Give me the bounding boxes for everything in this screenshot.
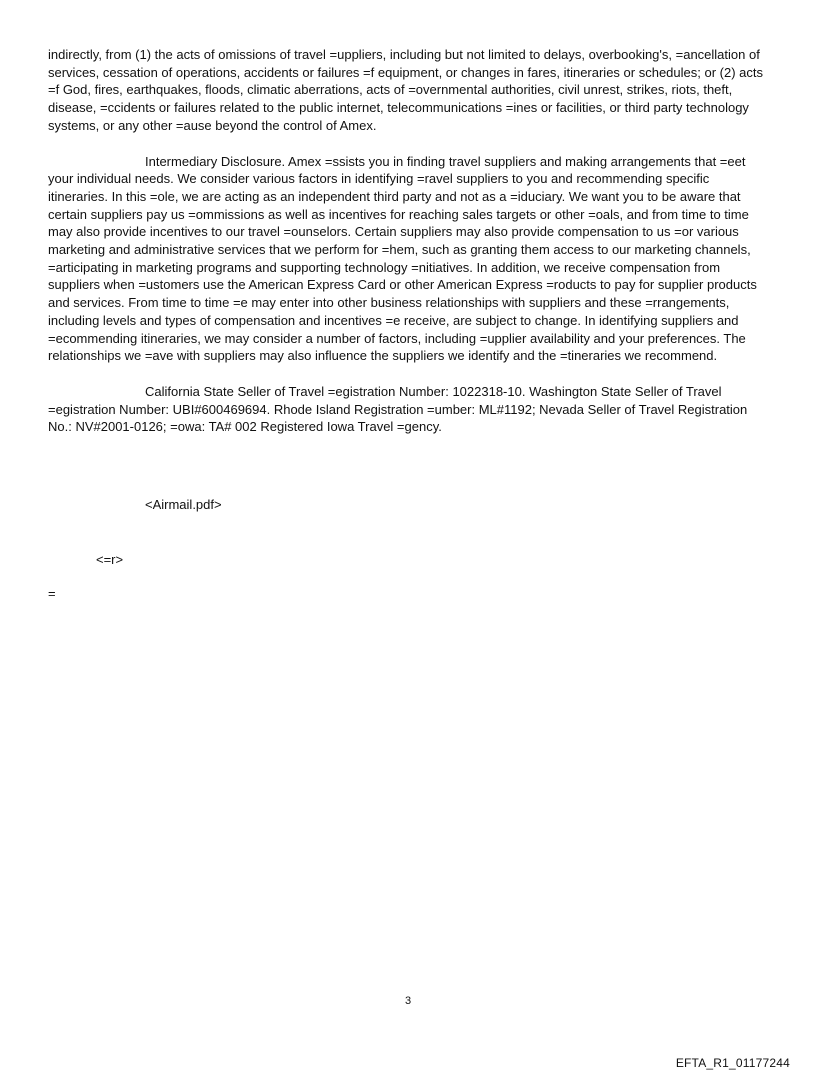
attachment-filename: <Airmail.pdf> (145, 497, 222, 512)
liability-paragraph: indirectly, from (1) the acts of omissions of travel =uppliers, including but not limited to delays, overbooking's, =ancellation of services, cessation of operations, accidents or failures =f equipment, or changes in fares, itineraries or schedules; or (2) acts =f God, fires, earthquakes, floods, climatic aberrations, acts of =overnmental authorities, civil unrest, strikes, riots, theft, disease, =ccidents or failures related to the public internet, telecommunications =ines or facilities, or third party technology systems, or any other =ause beyond the control of Amex. (48, 47, 763, 133)
page-number: 3 (404, 995, 412, 1007)
encoded-marker-r: <=r> (96, 552, 124, 567)
seller-of-travel-registration-paragraph: California State Seller of Travel =egistration Number: 1022318-10. Washington State Seller of Travel =egistration Number: UBI#600469694. Rhode Island Registration =umber: ML#1192; Nevada Seller of Travel Registration No.: NV#2001-0126; =owa: TA# 002 Registered Iowa Travel =gency. (48, 383, 748, 435)
document-body (48, 46, 770, 436)
intermediary-disclosure-paragraph: Intermediary Disclosure. Amex =ssists you in finding travel suppliers and making arrangements that =eet your individual needs. We consider various factors in identifying =ravel suppliers to you and recommending specific itineraries. In this =ole, we are acting as an independent third party and not as a =iduciary. We want you to be aware that certain suppliers pay us =ommissions as well as incentives for reaching sales targets or other =oals, and from time to time may also provide incentives to our travel =ounselors. Certain suppliers may also provide compensation to us =or various marketing and administrative services that we perform for =hem, such as granting them access to our marketing channels, =articipating in marketing programs and supporting technology =nitiatives. In addition, we receive compensation from suppliers when =ustomers use the American Express Card or other American Express =roducts to pay for supplier products and services. From time to time =e may enter into other business relationships with suppliers and these =rrangements, including levels and types of compensation and incentives =e receive, are subject to change. In identifying suppliers and =ecommending itineraries, we may consider a number of factors, including =upplier availability and your preferences. The relationships we =ave with suppliers may also influence the suppliers we identify and the =tineraries we recommend. (48, 153, 757, 364)
encoded-marker-equals: = (48, 586, 56, 601)
document-id: EFTA_R1_01177244 (675, 1056, 790, 1070)
